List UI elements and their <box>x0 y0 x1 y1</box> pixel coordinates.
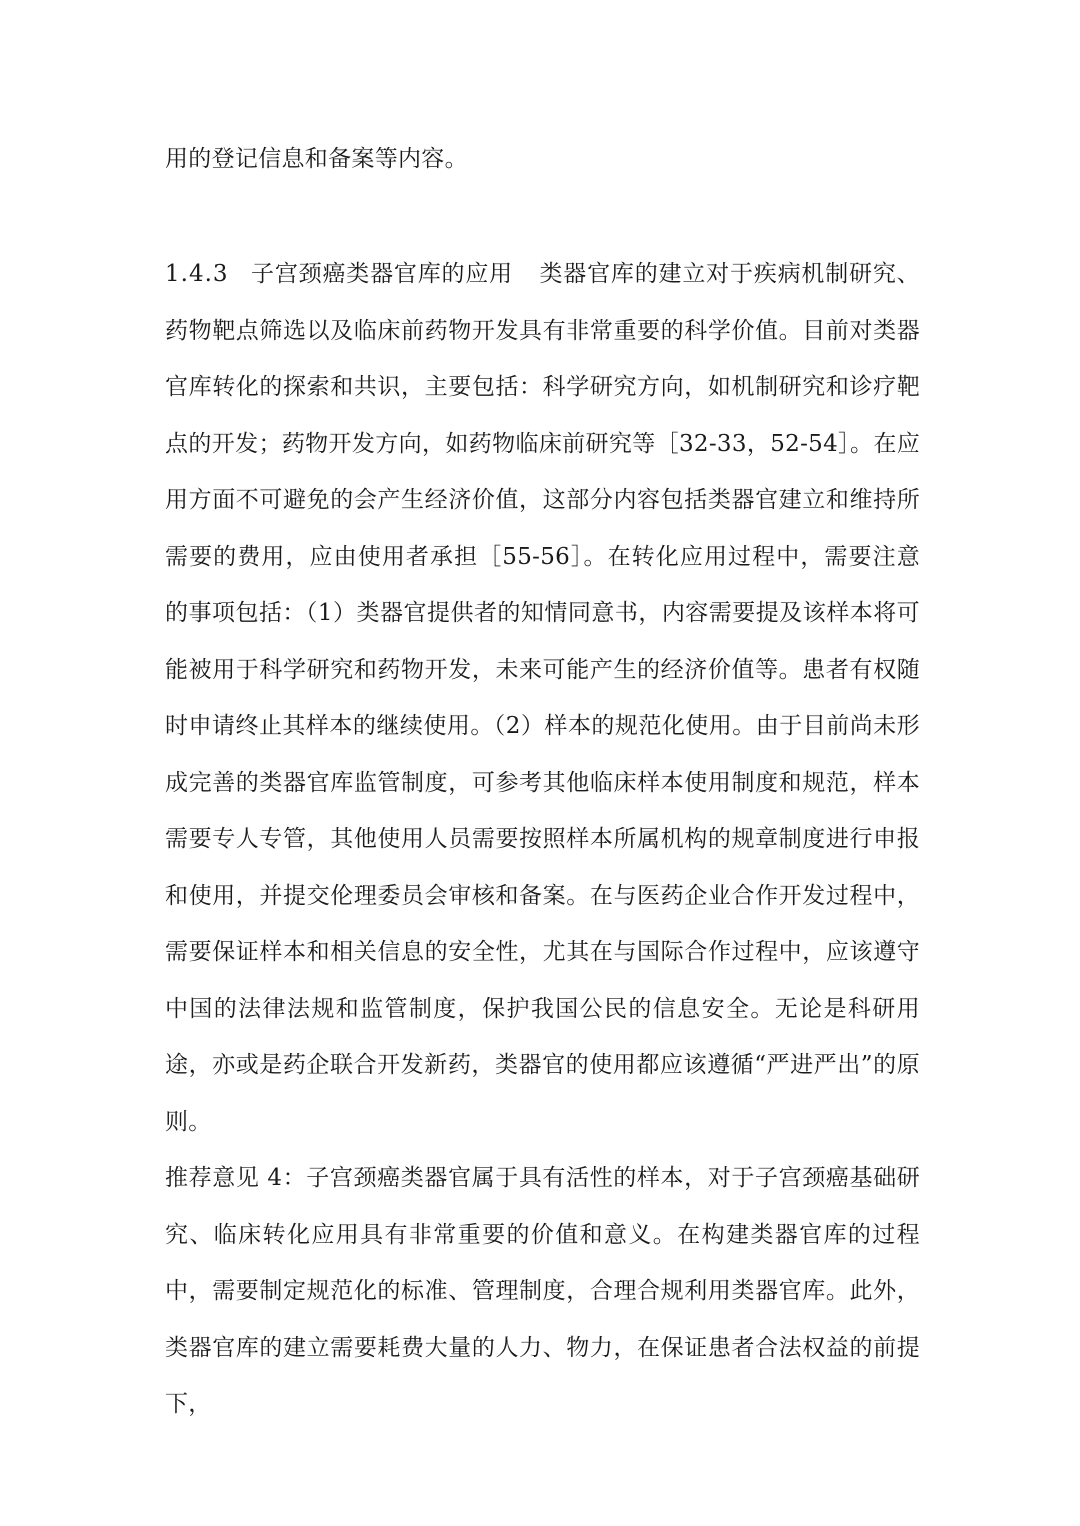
continuation-paragraph <box>165 131 920 188</box>
section-paragraph <box>165 246 920 1150</box>
section-title: 子宫颈癌类器官库的应用 <box>250 261 513 287</box>
recommendation-paragraph <box>165 1150 920 1433</box>
section-number: 1.4.3 <box>165 261 229 287</box>
recommendation-label: 推荐意见 4： <box>165 1165 307 1191</box>
continuation-text: 用的登记信息和备案等内容。 <box>165 146 468 172</box>
recommendation-body: 子宫颈癌类器官属于具有活性的样本，对于子宫颈癌基础研究、临床转化应用具有非常重要的价值和意义。在构建类器官库的过程中，需要制定规范化的标准、管理制度，合理合规利用类器官库。此外，类器官库的建立需要耗费大量的人力、物力，在保证患者合法权益的前提下， <box>165 1165 920 1417</box>
section-body: 类器官库的建立对于疾病机制研究、药物靶点筛选以及临床前药物开发具有非常重要的科学价值。目前对类器官库转化的探索和共识，主要包括：科学研究方向，如机制研究和诊疗靶点的开发；药物开发方向，如药物临床前研究等［32-33，52-54］。在应用方面不可避免的会产生经济价值，这部分内容包括类器官建立和维持所需要的费用，应由使用者承担［55-56］。在转化应用过程中，需要注意的事项包括：（1）类器官提供者的知情同意书，内容需要提及该样本将可能被用于科学研究和药物开发，未来可能产生的经济价值等。患者有权随时申请终止其样本的继续使用。（2）样本的规范化使用。由于目前尚未形成完善的类器官库监管制度，可参考其他临床样本使用制度和规范，样本需要专人专管，其他使用人员需要按照样本所属机构的规章制度进行申报和使用，并提交伦理委员会审核和备案。在与医药企业合作开发过程中，需要保证样本和相关信息的安全性，尤其在与国际合作过程中，应该遵守中国的法律法规和监管制度，保护我国公民的信息安全。无论是科研用途，亦或是药企联合开发新药，类器官的使用都应该遵循“严进严出”的原则。 <box>165 261 920 1135</box>
